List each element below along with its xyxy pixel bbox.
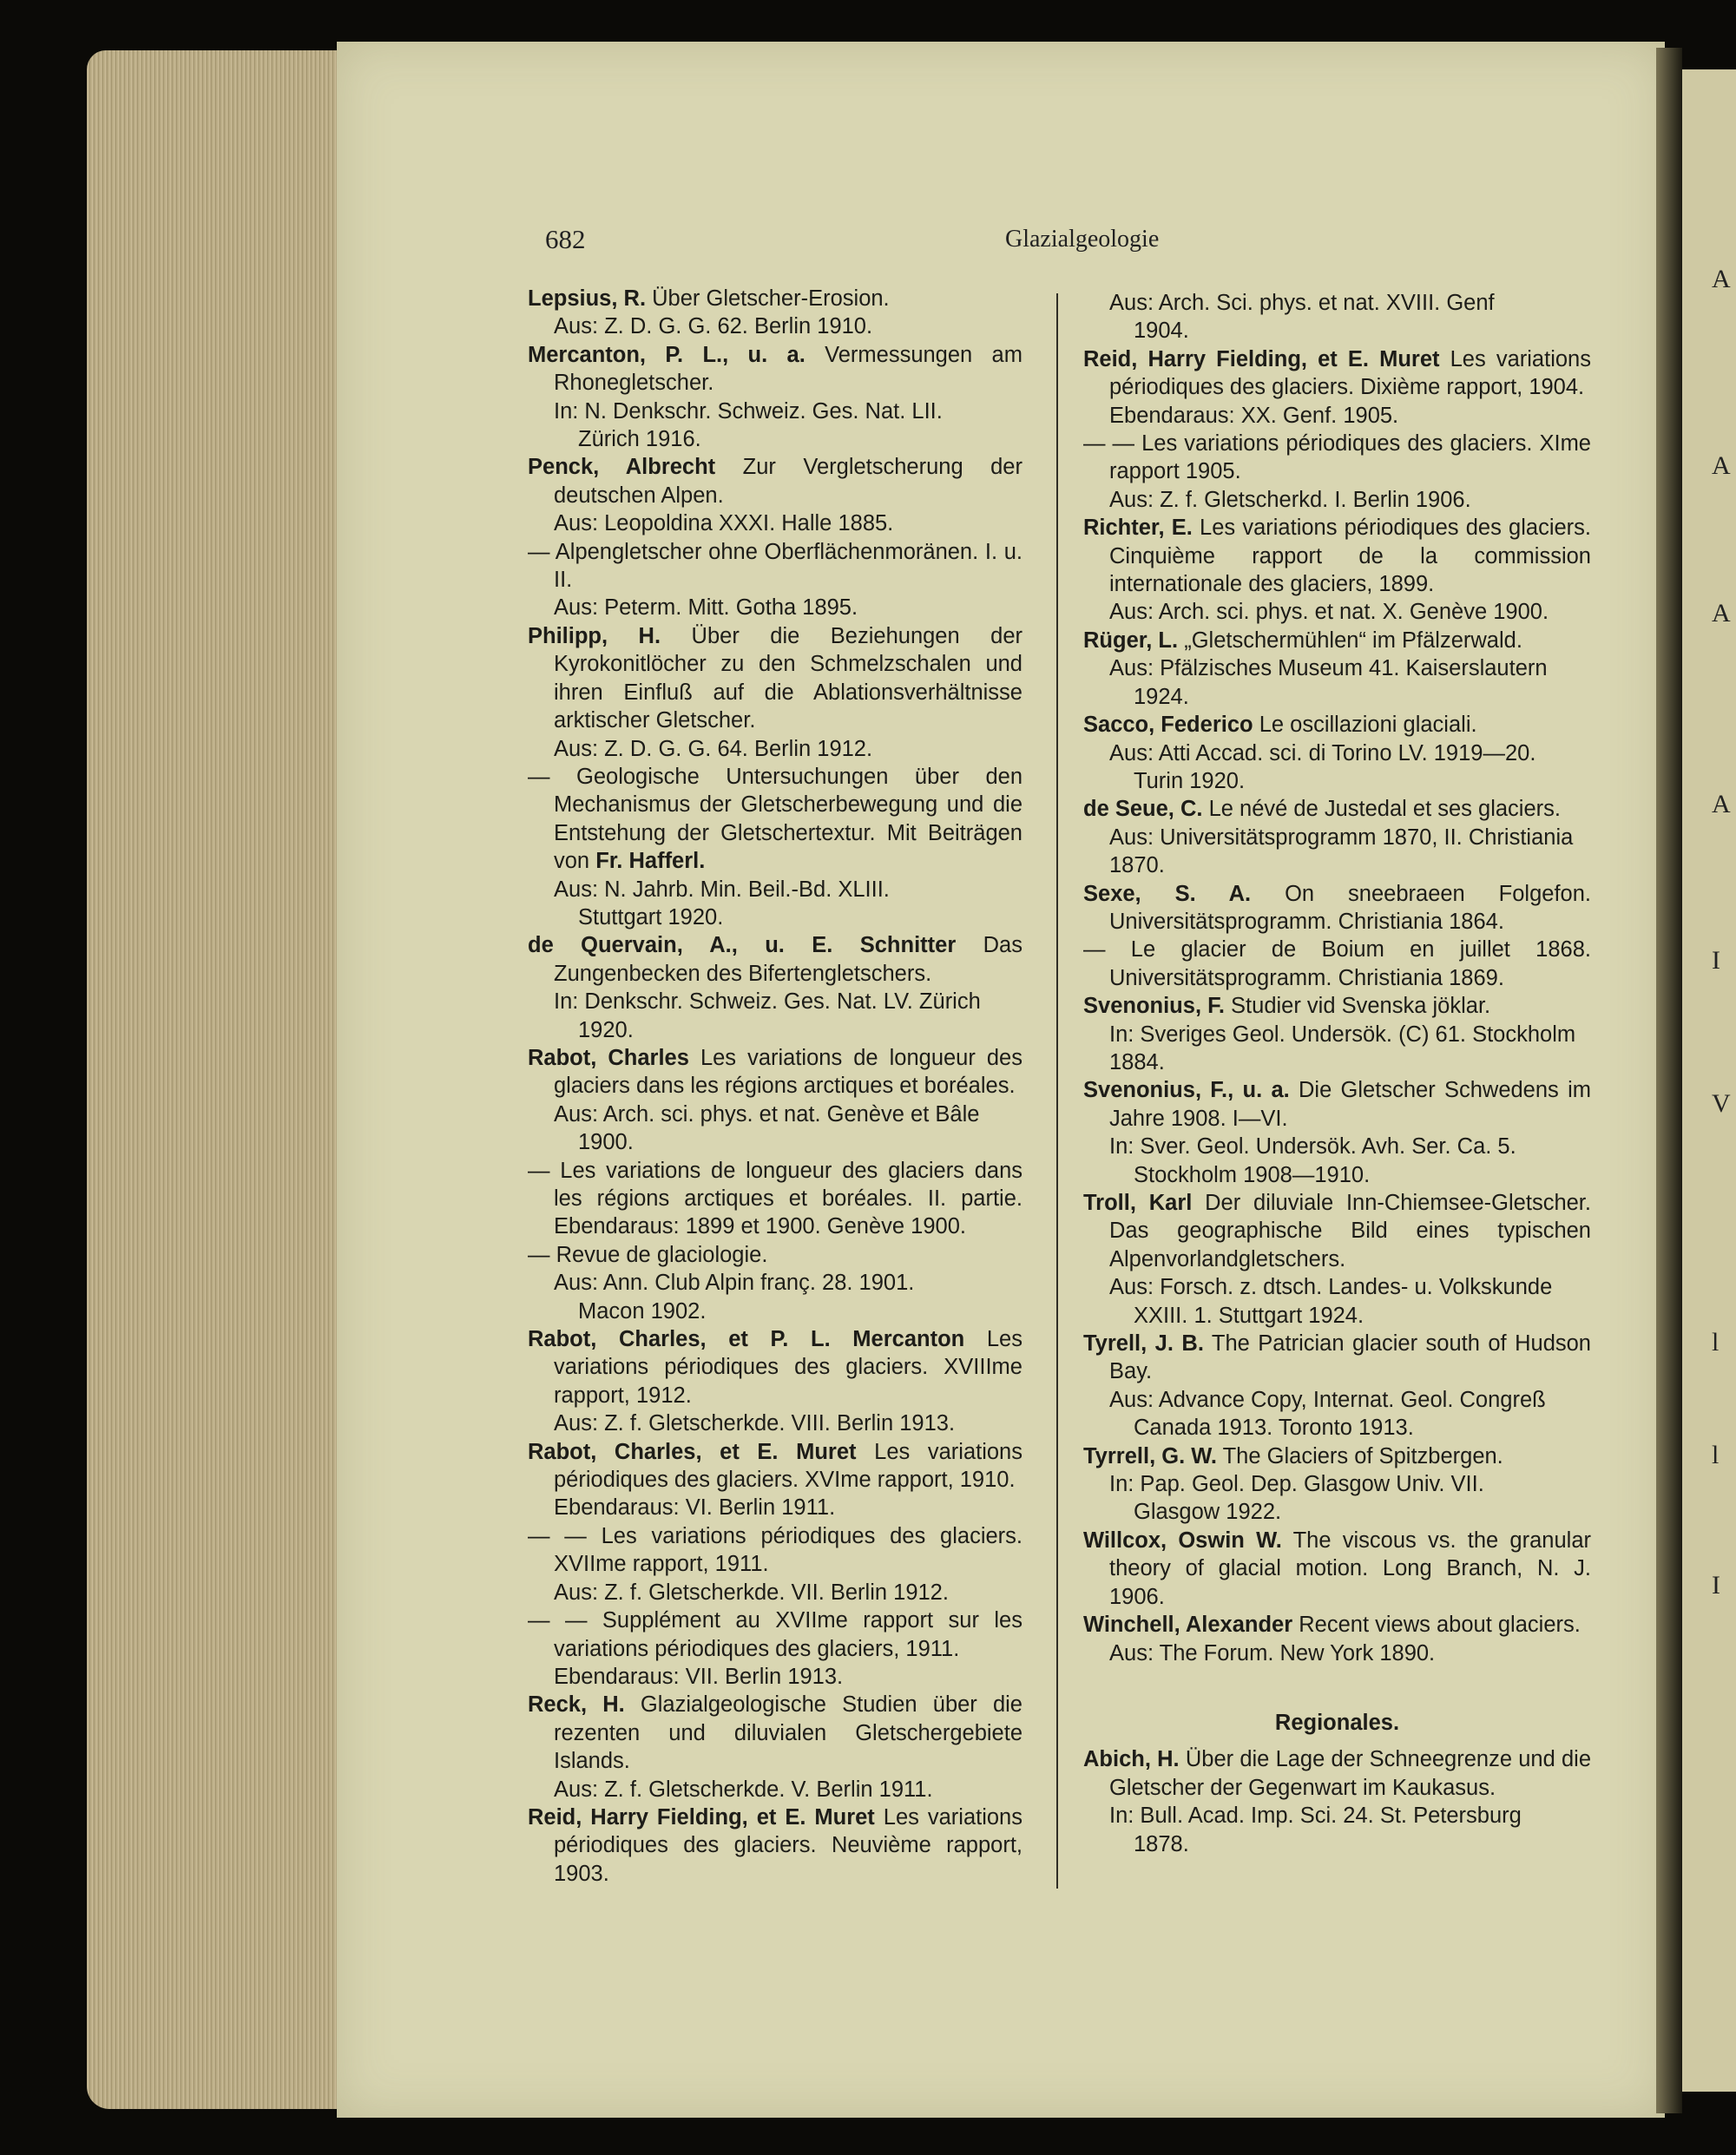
- entry-source: [1083, 1386, 1591, 1414]
- entry-source: [1083, 486, 1591, 514]
- entry-title: Glazialgeologische Studien über die rezenten und diluvialen Gletschergebiete Islands.: [554, 1692, 1023, 1774]
- entry-title: — Revue de glaciologie.: [528, 1242, 768, 1267]
- bib-entry: [528, 622, 1023, 763]
- bib-entry: [1083, 711, 1591, 795]
- bib-entry: [1083, 1527, 1591, 1611]
- entry-title: — Les variations de longueur des glaciers dans les régions arctiques et boréales. II. partie. Ebendaraus: 1899 et 1900. Genève 1900.: [528, 1158, 1023, 1239]
- entry-title: Recent views about glaciers.: [1299, 1613, 1581, 1638]
- entry-author: Mercanton, P. L., u. a.: [528, 342, 806, 367]
- bib-entry: [528, 1044, 1023, 1157]
- entry-heading: [528, 1044, 1023, 1100]
- entry-heading: [528, 538, 1023, 595]
- entry-title: Über Gletscher-Erosion.: [652, 286, 890, 311]
- entry-source: [528, 397, 1023, 425]
- entry-title: — Geologische Untersuchungen über den Mechanismus der Gletscherbewegung und die Entstehung der Gletschertextur. Mit Beiträgen von: [528, 764, 1023, 874]
- entry-author: Rabot, Charles, et P. L. Mercanton: [528, 1327, 965, 1352]
- entry-author: de Seue, C.: [1083, 797, 1203, 822]
- entry-source-line: Aus: Z. f. Gletscherkde. VII. Berlin 1912.: [554, 1580, 949, 1605]
- entry-title: Zur Vergletscherung der deutschen Alpen.: [554, 455, 1023, 508]
- entry-source-line: In: Sveriges Geol. Undersök. (C) 61. Stockholm 1884.: [1109, 1022, 1576, 1074]
- entry-source-line: Aus: Advance Copy, Internat. Geol. Congreß: [1109, 1387, 1546, 1412]
- next-page-letter: A: [1712, 790, 1731, 818]
- entry-source-line: 1904.: [1134, 319, 1189, 344]
- bib-entry: [528, 341, 1023, 454]
- entry-source: [528, 509, 1023, 537]
- column-divider: [1056, 293, 1058, 1889]
- bib-entry: [528, 1522, 1023, 1606]
- entry-source: [528, 1128, 1023, 1156]
- entry-source: [528, 1269, 1023, 1297]
- entry-source-line: Aus: Peterm. Mitt. Gotha 1895.: [554, 595, 858, 621]
- entry-heading: [528, 622, 1023, 735]
- entry-source: [1083, 1021, 1591, 1077]
- entry-source: [1083, 1414, 1591, 1442]
- entry-title: Le névé de Justedal et ses glaciers.: [1208, 797, 1561, 822]
- entry-author: Reck, H.: [528, 1692, 625, 1718]
- entry-title: Les variations périodiques des glaciers. XVIIIme rapport, 1912.: [554, 1327, 1023, 1408]
- entry-title: — Alpengletscher ohne Oberflächenmoränen. I. u. II.: [528, 539, 1023, 593]
- entry-heading: [528, 453, 1023, 509]
- entry-author: Rabot, Charles: [528, 1045, 689, 1070]
- next-page-letter: I: [1712, 946, 1720, 975]
- running-head: [337, 224, 1665, 259]
- entry-author: Richter, E.: [1083, 516, 1193, 541]
- entry-heading: [1083, 880, 1591, 936]
- right-column: [1083, 289, 1591, 1858]
- entry-heading: [1083, 1745, 1591, 1802]
- bib-entry: [1083, 1611, 1591, 1667]
- bib-entry: [528, 931, 1023, 1044]
- entry-title: Les variations de longueur des glaciers dans les régions arctiques et boréales.: [554, 1045, 1023, 1099]
- entry-source: [1083, 1498, 1591, 1526]
- entry-source-line: Ebendaraus: VII. Berlin 1913.: [554, 1664, 844, 1689]
- entry-heading: [528, 1438, 1023, 1495]
- entry-title: Der diluviale Inn-Chiemsee-Gletscher. Das geographische Bild eines typischen Alpenvorlandgletschers.: [1109, 1191, 1591, 1271]
- next-page-letter: A: [1712, 265, 1731, 293]
- entry-source-line: Macon 1902.: [578, 1298, 707, 1324]
- entry-heading: [528, 763, 1023, 876]
- entry-source-line: In: Bull. Acad. Imp. Sci. 24. St. Petersburg: [1109, 1803, 1522, 1829]
- entry-heading: [1083, 1442, 1591, 1470]
- entry-heading: [1083, 1189, 1591, 1273]
- entry-heading: [528, 1691, 1023, 1775]
- entry-source: [1083, 767, 1591, 795]
- bib-entry: [1083, 1745, 1591, 1858]
- entry-title: Les variations périodiques des glaciers. XVIme rapport, 1910.: [554, 1439, 1023, 1493]
- bib-entry: [528, 1157, 1023, 1241]
- bib-entry: [1083, 795, 1591, 879]
- entry-source: [1083, 402, 1591, 430]
- entry-source: [528, 1298, 1023, 1325]
- entry-author: Reid, Harry Fielding, et E. Muret: [528, 1804, 875, 1830]
- entry-heading: [528, 1157, 1023, 1241]
- entry-author: Reid, Harry Fielding, et E. Muret: [1083, 346, 1440, 371]
- entry-author: Sexe, S. A.: [1083, 881, 1252, 906]
- entry-source: [1083, 654, 1591, 682]
- entry-author: Tyrrell, G. W.: [1083, 1443, 1217, 1468]
- entry-author: Winchell, Alexander: [1083, 1613, 1293, 1638]
- bib-entry: [528, 1803, 1023, 1888]
- entry-source: [528, 735, 1023, 763]
- bib-entry: [528, 453, 1023, 537]
- entry-source-line: Aus: Z. f. Gletscherkde. V. Berlin 1911.: [554, 1777, 933, 1802]
- entry-source: [528, 1494, 1023, 1521]
- bib-entry: [1083, 514, 1591, 627]
- entry-source-line: Aus: N. Jahrb. Min. Beil.-Bd. XLIII.: [554, 877, 890, 902]
- entry-source-line: Aus: Forsch. z. dtsch. Landes- u. Volkskunde: [1109, 1275, 1553, 1300]
- next-page-letter: V: [1712, 1089, 1731, 1118]
- entry-heading: [528, 1522, 1023, 1579]
- bib-entry: [1083, 345, 1591, 430]
- entry-source-line: In: Sver. Geol. Undersök. Avh. Ser. Ca. 5.: [1109, 1134, 1516, 1160]
- entry-source-line: Glasgow 1922.: [1134, 1500, 1282, 1525]
- entry-source-line: Aus: Ann. Club Alpin franç. 28. 1901.: [554, 1271, 915, 1296]
- entry-source: [1083, 289, 1591, 317]
- entry-title: Les variations périodiques des glaciers. Dixième rapport, 1904.: [1109, 346, 1591, 400]
- bib-entry: [1083, 627, 1591, 711]
- entry-author: Svenonius, F.: [1083, 994, 1225, 1019]
- bib-entry: [528, 1438, 1023, 1522]
- bib-entry: [528, 1325, 1023, 1438]
- entry-source: [528, 594, 1023, 621]
- entry-source-line: Canada 1913. Toronto 1913.: [1134, 1416, 1414, 1441]
- bib-entry: [1083, 1330, 1591, 1442]
- entry-source: [528, 876, 1023, 903]
- entry-source: [528, 312, 1023, 340]
- bib-entry: [1083, 880, 1591, 936]
- entry-source-line: In: Pap. Geol. Dep. Glasgow Univ. VII.: [1109, 1472, 1484, 1497]
- entry-source: [528, 1409, 1023, 1437]
- entry-heading: [1083, 992, 1591, 1020]
- next-page-letter: A: [1712, 451, 1731, 480]
- entry-source: [1083, 1830, 1591, 1858]
- entry-title: On sneebraeen Folgefon. Universitätsprogramm. Christiania 1864.: [1109, 881, 1591, 934]
- entry-title: „Gletschermühlen“ im Pfälzerwald.: [1184, 627, 1522, 653]
- entry-author: Philipp, H.: [528, 623, 661, 648]
- left-column: [528, 285, 1023, 1888]
- entry-title: — — Supplément au XVIIme rapport sur les variations périodiques des glaciers, 1911.: [528, 1608, 1023, 1661]
- entry-source-line: Aus: Z. f. Gletscherkde. VIII. Berlin 1913.: [554, 1411, 956, 1436]
- book-gutter: [1656, 48, 1682, 2113]
- bib-entry: [1083, 1442, 1591, 1527]
- entry-heading: [1083, 1527, 1591, 1611]
- entry-author: de Quervain, A., u. E. Schnitter: [528, 933, 957, 958]
- entry-title: Studier vid Svenska jöklar.: [1231, 994, 1491, 1019]
- next-page-edge: [1682, 69, 1736, 2092]
- bib-entry: [528, 1606, 1023, 1691]
- entry-source-line: Stuttgart 1920.: [578, 904, 724, 930]
- entry-title: Über die Beziehungen der Kyrokonitlöcher zu den Schmelzschalen und ihren Einfluß auf die Ablationsverhältnisse arktischer Gletscher.: [554, 623, 1023, 733]
- entry-source: [1083, 1302, 1591, 1330]
- entry-source: [528, 1663, 1023, 1691]
- entry-title: The Patrician glacier south of Hudson Bay.: [1109, 1331, 1591, 1384]
- page-number: 682: [545, 224, 586, 254]
- entry-author: Troll, Karl: [1083, 1191, 1193, 1215]
- entry-author: Rüger, L.: [1083, 627, 1179, 653]
- entry-source: [1083, 317, 1591, 345]
- next-page-letter: I: [1712, 1571, 1720, 1600]
- entry-heading: [528, 931, 1023, 988]
- entry-source: [1083, 1133, 1591, 1160]
- entry-source-line: XXIII. 1. Stuttgart 1924.: [1134, 1303, 1364, 1328]
- entry-author: Penck, Albrecht: [528, 455, 716, 480]
- entry-heading: [1083, 795, 1591, 823]
- entry-heading: [528, 1803, 1023, 1888]
- entry-author: Abich, H.: [1083, 1747, 1180, 1772]
- entry-heading: [1083, 345, 1591, 402]
- entry-source: [1083, 683, 1591, 711]
- entry-source: [528, 903, 1023, 931]
- bib-entry: [1083, 289, 1591, 345]
- bib-entry: [528, 763, 1023, 931]
- entry-heading: [528, 1606, 1023, 1663]
- entry-source-line: Aus: Universitätsprogramm 1870, II. Christiania 1870.: [1109, 825, 1574, 878]
- bib-entry: [528, 1691, 1023, 1803]
- entry-heading: [528, 341, 1023, 397]
- entry-author: Svenonius, F., u. a.: [1083, 1078, 1290, 1103]
- entry-source-line: Ebendaraus: XX. Genf. 1905.: [1109, 403, 1399, 428]
- entry-heading: [1083, 1611, 1591, 1639]
- entry-source-line: 1920.: [578, 1017, 634, 1042]
- entry-title: — Le glacier de Boium en juillet 1868. Universitätsprogramm. Christiania 1869.: [1083, 937, 1591, 990]
- entry-source: [528, 1776, 1023, 1803]
- entry-source-line: Aus: Z. D. G. G. 64. Berlin 1912.: [554, 736, 873, 761]
- entry-source-line: Aus: Pfälzisches Museum 41. Kaiserslautern: [1109, 656, 1548, 681]
- entry-title: Vermessungen am Rhonegletscher.: [554, 342, 1023, 396]
- entry-source-line: Aus: The Forum. New York 1890.: [1109, 1640, 1436, 1666]
- book-page: [337, 42, 1665, 2118]
- entry-title: Le oscillazioni glaciali.: [1259, 713, 1477, 738]
- bib-entry: [1083, 936, 1591, 992]
- entry-source-line: 1878.: [1134, 1831, 1189, 1856]
- entry-source-line: Aus: Z. D. G. G. 62. Berlin 1910.: [554, 314, 873, 339]
- entry-source: [528, 1579, 1023, 1606]
- entry-heading: [528, 1241, 1023, 1269]
- bib-entry: [528, 1241, 1023, 1325]
- entry-title: The viscous vs. the granular theory of glacial motion. Long Branch, N. J. 1906.: [1109, 1528, 1591, 1609]
- entry-contributor: Fr. Hafferl.: [595, 849, 706, 874]
- entry-heading: [528, 285, 1023, 312]
- bib-entry: [1083, 992, 1591, 1076]
- entry-source: [1083, 1470, 1591, 1498]
- right-column-entries: [1083, 289, 1591, 1667]
- entry-source-line: Aus: Arch. sci. phys. et nat. X. Genève 1900.: [1109, 600, 1549, 625]
- entry-source: [528, 425, 1023, 453]
- next-page-letter: A: [1712, 599, 1731, 627]
- entry-heading: [1083, 936, 1591, 992]
- entry-source: [528, 1016, 1023, 1044]
- entry-heading: [1083, 514, 1591, 598]
- section-entries: [1083, 1745, 1591, 1858]
- entry-title: The Glaciers of Spitzbergen.: [1222, 1443, 1503, 1468]
- entry-source-line: 1924.: [1134, 684, 1189, 709]
- bib-entry: [1083, 1189, 1591, 1330]
- entry-title: — — Les variations périodiques des glaciers. XIme rapport 1905.: [1083, 431, 1591, 484]
- entry-heading: [1083, 711, 1591, 739]
- entry-heading: [1083, 1330, 1591, 1386]
- entry-title: Die Gletscher Schwedens im Jahre 1908. I—VI.: [1109, 1078, 1591, 1131]
- entry-source: [1083, 739, 1591, 767]
- section-title: Regionales.: [1274, 1710, 1400, 1735]
- entry-source-line: Aus: Arch. Sci. phys. et nat. XVIII. Genf: [1109, 291, 1495, 315]
- bib-entry: [528, 538, 1023, 622]
- entry-source-line: In: N. Denkschr. Schweiz. Ges. Nat. LII.: [554, 398, 943, 424]
- entry-source-line: In: Denkschr. Schweiz. Ges. Nat. LV. Zürich: [554, 989, 981, 1015]
- entry-author: Willcox, Oswin W.: [1083, 1528, 1282, 1553]
- entry-source: [528, 988, 1023, 1015]
- entry-source: [1083, 1802, 1591, 1830]
- entry-author: Lepsius, R.: [528, 286, 647, 311]
- entry-author: Rabot, Charles, et E. Muret: [528, 1439, 857, 1464]
- entry-source-line: Aus: Arch. sci. phys. et nat. Genève et Bâle: [554, 1101, 980, 1127]
- entry-source-line: Aus: Z. f. Gletscherkd. I. Berlin 1906.: [1109, 487, 1471, 512]
- next-page-letter: l: [1712, 1441, 1720, 1469]
- bib-entry: [1083, 1076, 1591, 1189]
- entry-author: Tyrell, J. B.: [1083, 1331, 1204, 1357]
- entry-heading: [1083, 1076, 1591, 1133]
- entry-source-line: 1900.: [578, 1130, 634, 1155]
- entry-source: [1083, 824, 1591, 880]
- entry-source: [1083, 1273, 1591, 1301]
- entry-title: — — Les variations périodiques des glaciers. XVIIme rapport, 1911.: [528, 1523, 1023, 1577]
- entry-heading: [528, 1325, 1023, 1409]
- entry-title: Les variations périodiques des glaciers. Cinquième rapport de la commission internationale des glaciers, 1899.: [1109, 516, 1591, 597]
- entry-source-line: Ebendaraus: VI. Berlin 1911.: [554, 1495, 836, 1521]
- entry-source: [528, 1100, 1023, 1128]
- entry-source-line: Aus: Atti Accad. sci. di Torino LV. 1919—20.: [1109, 740, 1536, 765]
- bib-entry: [1083, 430, 1591, 514]
- entry-title: Les variations périodiques des glaciers. Neuvième rapport, 1903.: [554, 1804, 1023, 1886]
- entry-source-line: Zürich 1916.: [578, 427, 701, 452]
- book-page-stack: [87, 50, 339, 2109]
- entry-title: Über die Lage der Schneegrenze und die Gletscher der Gegenwart im Kaukasus.: [1109, 1747, 1592, 1800]
- entry-heading: [1083, 627, 1591, 654]
- entry-source: [1083, 1639, 1591, 1667]
- bib-entry: [528, 285, 1023, 341]
- entry-author: Sacco, Federico: [1083, 713, 1253, 738]
- entry-source-line: Stockholm 1908—1910.: [1134, 1162, 1371, 1187]
- entry-source-line: Aus: Leopoldina XXXI. Halle 1885.: [554, 511, 894, 536]
- running-title: Glazialgeologie: [1005, 226, 1160, 253]
- entry-title: Das Zungenbecken des Bifertengletschers.: [554, 933, 1023, 986]
- entry-source: [1083, 1161, 1591, 1189]
- entry-source: [1083, 598, 1591, 626]
- next-page-letter: l: [1712, 1328, 1720, 1357]
- entry-heading: [1083, 430, 1591, 486]
- entry-source-line: Turin 1920.: [1134, 768, 1246, 793]
